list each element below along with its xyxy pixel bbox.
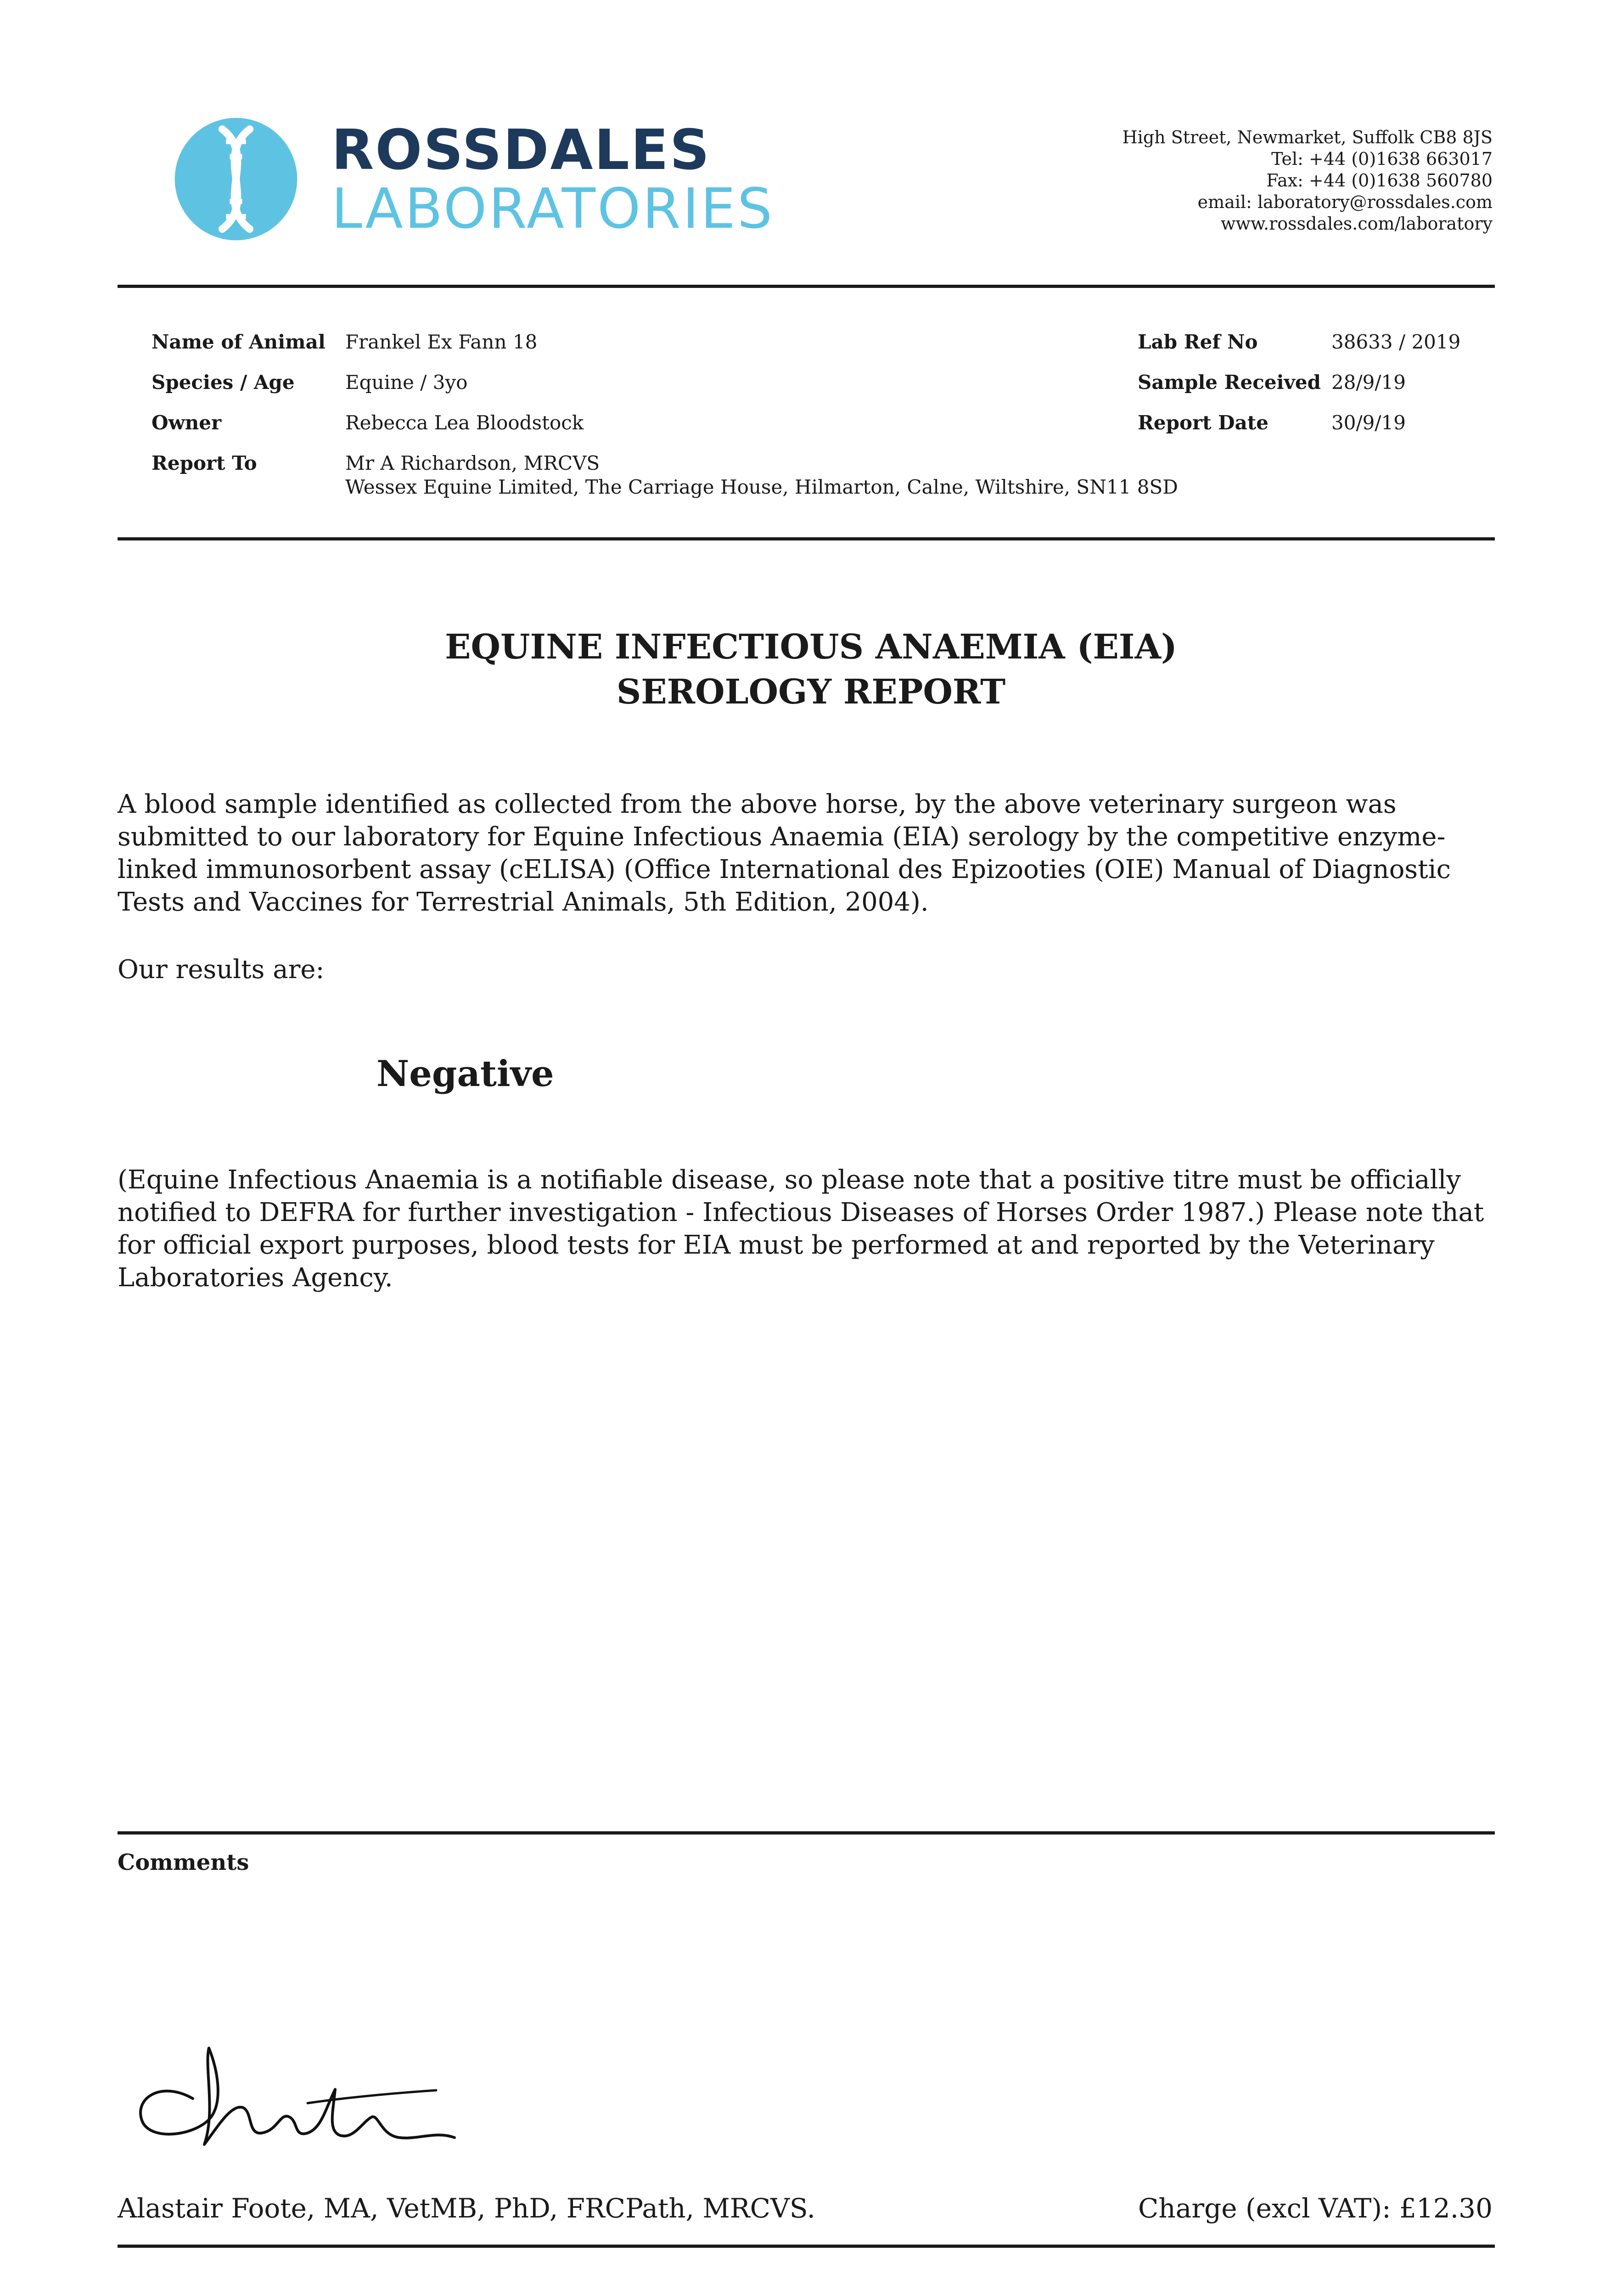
brand-name: ROSSDALES [331,118,711,182]
report-to-line1: Mr A Richardson, MRCVS [345,452,600,474]
name-value: Frankel Ex Fann 18 [345,331,538,353]
species-value: Equine / 3yo [345,371,468,394]
name-label: Name of Animal [152,331,326,353]
contact-address: High Street, Newmarket, Suffolk CB8 8JS [1122,127,1493,147]
sample-received-label: Sample Received [1138,371,1321,394]
lab-ref-label: Lab Ref No [1138,331,1258,353]
info-divider [118,537,1495,540]
contact-tel: Tel: +44 (0)1638 663017 [1271,149,1493,169]
report-to-label: Report To [152,452,257,474]
contact-website: www.rossdales.com/laboratory [1220,214,1493,234]
brand-subtitle: LABORATORIES [331,177,775,241]
charge-amount: Charge (excl VAT): £12.30 [1138,2193,1493,2224]
contact-email: email: laboratory@rossdales.com [1197,192,1493,212]
sample-received-value: 28/9/19 [1331,371,1406,394]
owner-label: Owner [152,411,222,434]
result-value: Negative [376,1053,554,1095]
lab-ref-value: 38633 / 2019 [1331,331,1461,353]
report-to-line2: Wessex Equine Limited, The Carriage House, Hilmarton, Calne, Wiltshire, SN11 8SD [345,476,1178,498]
report-title-line2: SEROLOGY REPORT [616,672,1006,712]
contact-block [1122,127,1493,235]
handwritten-signature-icon [124,2039,473,2163]
footer-divider [118,2245,1495,2248]
signer-name: Alastair Foote, MA, VetMB, PhD, FRCPath, MRCVS. [118,2193,815,2224]
owner-value: Rebecca Lea Bloodstock [345,411,584,434]
results-intro: Our results are: [118,955,325,985]
dna-logo-icon [174,117,298,242]
header-divider [118,285,1495,288]
intro-paragraph: A blood sample identified as collected from the above horse, by the above veterinary surgeon was submitted to our laboratory for Equine Infectious Anaemia (EIA) serology by the competitive enzyme-linked immunosorbent assay (cELISA) (Office International des Epizooties (OIE) Manual of Diagnostic Tests and Vaccines for Terrestrial Animals, 5th Edition, 2004). [118,789,1451,917]
report-date-value: 30/9/19 [1331,411,1406,434]
notifiable-note: (Equine Infectious Anaemia is a notifiable disease, so please note that a positive titre must be officially notified to DEFRA for further investigation - Infectious Diseases of Horses Order 1987.) Please note that for official export purposes, blood tests for EIA must be performed at and reported by the Veterinary Laboratories Agency. [118,1165,1484,1293]
report-title-line1: EQUINE INFECTIOUS ANAEMIA (EIA) [445,627,1177,667]
comments-label: Comments [118,1850,249,1875]
contact-fax: Fax: +44 (0)1638 560780 [1266,170,1493,191]
species-label: Species / Age [152,371,295,394]
comments-divider [118,1831,1495,1835]
report-date-label: Report Date [1138,411,1268,434]
